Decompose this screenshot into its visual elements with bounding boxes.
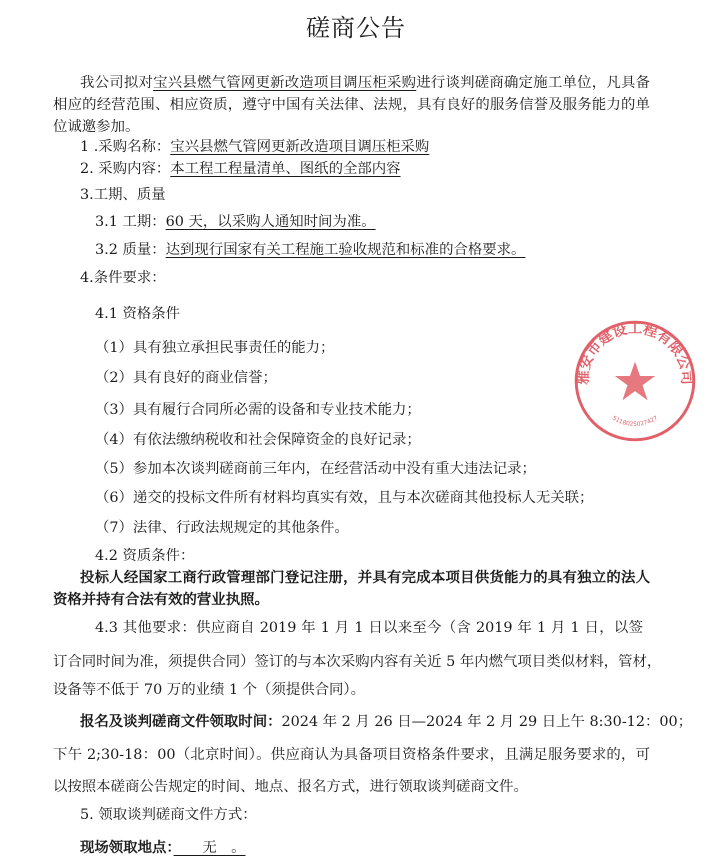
condition-item: （4）有依法缴纳税收和社会保障资金的良好记录； (95, 432, 421, 448)
intro-line-3: 位诚邀参加。 (53, 119, 140, 135)
intro-text: 进行谈判磋商确定施工单位，凡具备 (416, 75, 650, 91)
condition-item: （5）参加本次谈判磋商前三年内，在经营活动中没有重大违法记录； (95, 461, 536, 477)
procurement-name (80, 138, 429, 156)
intro-line-2: 相应的经营范围、相应资质，遵守中国有关法律、法规，具有良好的服务信誉及服务能力的单 (53, 97, 650, 113)
intro-text: 我公司拟对 (80, 75, 154, 91)
condition-item: （6）递交的投标文件所有材料均真实有效，且与本次磋商其他投标人无关联； (95, 490, 594, 506)
procurement-content (80, 160, 401, 178)
value: 无 。 (173, 840, 246, 856)
svg-text:雅安市建设工程有限公司: 雅安市建设工程有限公司 (575, 321, 695, 386)
value: 60 天，以采购人通知时间为准。 (165, 214, 376, 230)
other-requirement-line: 4.3 其他要求：供应商自 2019 年 1 月 1 日以来至今（含 2019 年 1 月 1 日，以签 (95, 620, 643, 636)
label: 1 .采购名称： (80, 139, 171, 155)
project-name: 宝兴县燃气管网更新改造项目调压柜采购 (153, 75, 417, 91)
label: 3.2 质量： (95, 242, 166, 258)
pickup-location (80, 839, 246, 857)
registration-line: 下午 2;30-18：00（北京时间）。供应商认为具备项目资格条件要求，且满足服务要求的，可 (53, 747, 650, 763)
credential-line: 投标人经国家工商行政管理部门登记注册，并具有完成本项目供货能力的具有独立的法人 (80, 569, 650, 586)
section-4-heading: 4.条件要求： (80, 270, 166, 286)
label: 3.1 工期： (95, 214, 166, 230)
construction-period (95, 213, 376, 231)
section-5-heading: 5. 领取谈判磋商文件方式： (80, 807, 257, 823)
condition-item: （3）具有履行合同所必需的设备和专业技术能力； (95, 402, 421, 418)
credential-line: 资格并持有合法有效的营业执照。 (53, 591, 269, 608)
page-title: 磋商公告 (306, 14, 406, 42)
other-requirement-line: 设备等不低于 70 万的业绩 1 个（须提供合同）。 (53, 682, 365, 698)
value: 本工程工程量清单、图纸的全部内容 (170, 161, 401, 177)
registration-time: 2024 年 2 月 26 日—2024 年 2 月 29 日上午 8:30-12：00； (281, 714, 693, 730)
condition-item: （2）具有良好的商业信誉； (95, 370, 277, 386)
registration-label: 报名及谈判磋商文件领取时间： (80, 713, 282, 730)
section-3-heading: 3.工期、质量 (80, 187, 166, 203)
credential-heading: 4.2 资质条件： (95, 548, 195, 564)
qualification-heading: 4.1 资格条件 (95, 306, 181, 322)
quality-requirement (95, 241, 525, 259)
registration-line (80, 713, 693, 731)
value: 宝兴县燃气管网更新改造项目调压柜采购 (170, 139, 430, 155)
intro-line-1 (80, 74, 650, 92)
condition-item: （7）法律、行政法规规定的其他条件。 (95, 520, 349, 536)
company-seal-stamp (572, 318, 698, 444)
other-requirement-line: 订合同时间为准，须提供合同）签订的与本次采购内容有关近 5 年内燃气项目类似材料，管材， (53, 654, 662, 670)
label: 2. 采购内容： (80, 161, 171, 177)
label: 现场领取地点： (80, 839, 174, 856)
value: 达到现行国家有关工程施工验收规范和标准的合格要求。 (165, 242, 526, 258)
registration-line: 以按照本磋商公告规定的时间、地点、报名方式，进行领取谈判磋商文件。 (53, 779, 528, 795)
svg-text:5118025027427: 5118025027427 (610, 415, 660, 428)
condition-item: （1）具有独立承担民事责任的能力； (95, 340, 335, 356)
